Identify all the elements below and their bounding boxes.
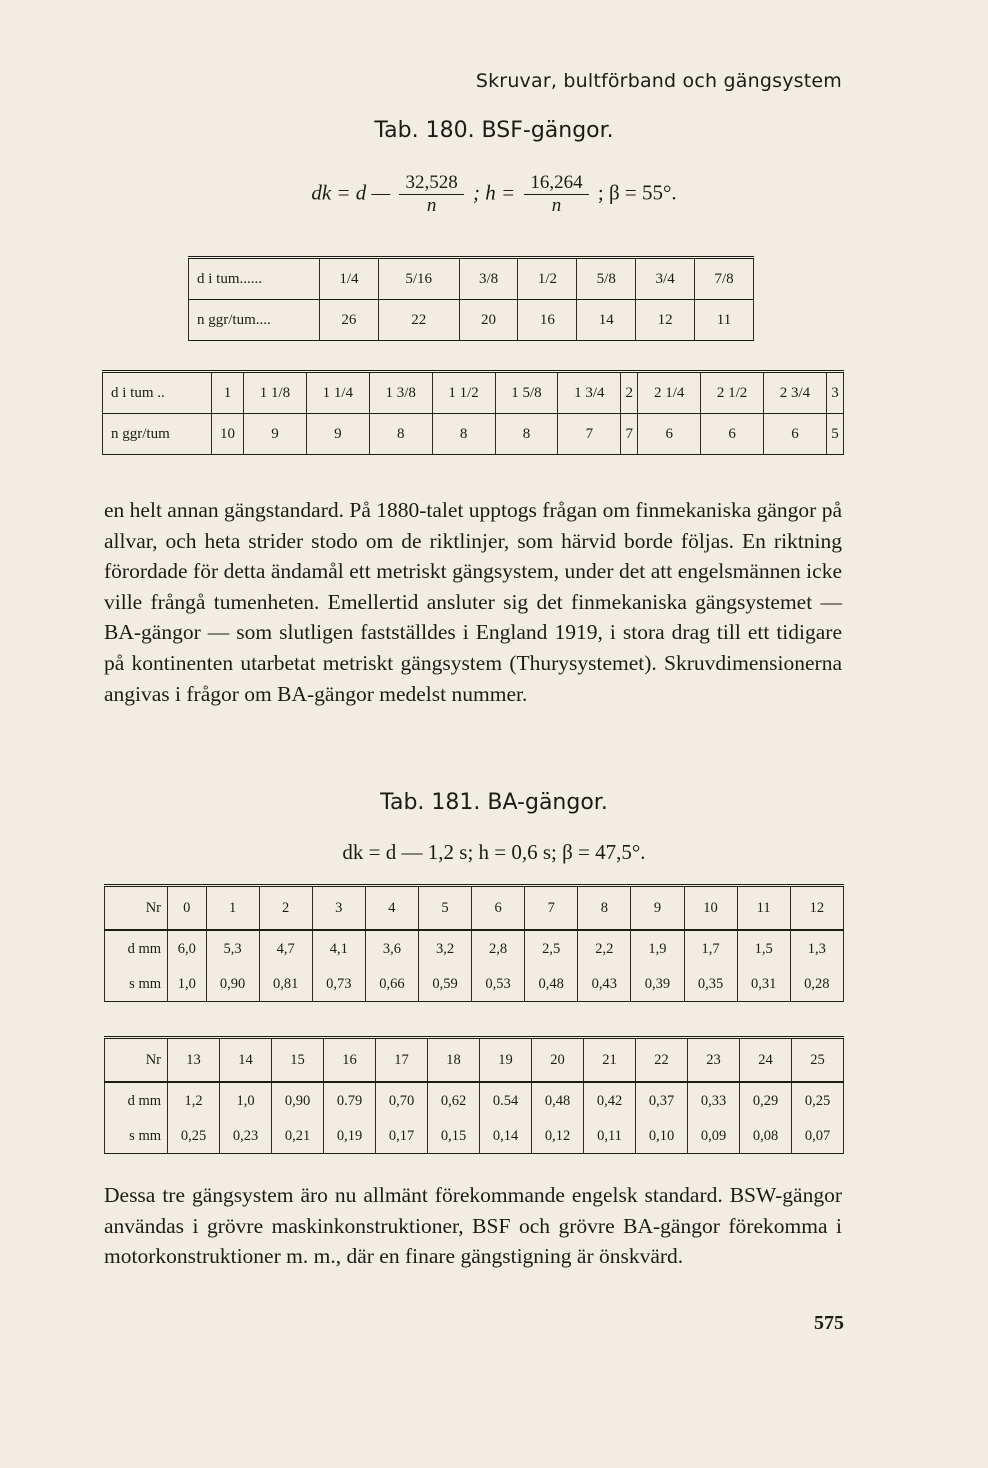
table-cell: 0,73 <box>312 967 365 1002</box>
table-cell: 24 <box>740 1038 792 1083</box>
row-header-nr: Nr <box>105 886 168 931</box>
formula-fraction-2 <box>524 172 588 217</box>
table-cell: 1/2 <box>518 258 577 300</box>
table-cell: 7 <box>558 414 621 455</box>
table-cell: 5 <box>418 886 471 931</box>
table-cell: 0,90 <box>272 1082 324 1119</box>
table-cell: 7 <box>525 886 578 931</box>
table-cell: 14 <box>220 1038 272 1083</box>
table-cell: 2,5 <box>525 930 578 967</box>
table-cell: 0,25 <box>168 1119 220 1154</box>
table-cell: 3 <box>826 372 843 414</box>
table-cell: 6 <box>638 414 701 455</box>
table-cell: 0,08 <box>740 1119 792 1154</box>
table-cell: 6 <box>764 414 827 455</box>
table-row <box>103 372 844 414</box>
table-cell: 3/8 <box>459 258 518 300</box>
table-cell: 0,19 <box>324 1119 376 1154</box>
table-cell: 0,11 <box>584 1119 636 1154</box>
table-row <box>105 1082 844 1119</box>
table-cell: 25 <box>792 1038 844 1083</box>
table-cell: 1,0 <box>220 1082 272 1119</box>
body-paragraph-2: Dessa tre gängsystem äro nu allmänt förekommande engelsk standard. BSW-gängor användas i grövre maskinkonstruktioner, BSF och grövre BA-gängor förekomma i motorkonstruktioner m. m., där en finare gängstigning är önskvärd. <box>104 1183 842 1269</box>
table-cell: 1 <box>212 372 244 414</box>
table-cell: 6,0 <box>168 930 207 967</box>
table-cell: 0,59 <box>418 967 471 1002</box>
row-header-s: s mm <box>105 967 168 1002</box>
table-cell: 1,0 <box>168 967 207 1002</box>
table-cell: 5/8 <box>577 258 636 300</box>
table-cell: 0,07 <box>792 1119 844 1154</box>
table-cell: 2 1/2 <box>701 372 764 414</box>
table-row <box>189 258 754 300</box>
formula-beta: ; β = 55°. <box>597 180 677 205</box>
formula-eq: = d — <box>336 180 391 205</box>
table-cell: 10 <box>212 414 244 455</box>
table-cell: 0,81 <box>259 967 312 1002</box>
table-cell: 0,70 <box>376 1082 428 1119</box>
table-cell: 0,48 <box>525 967 578 1002</box>
table-cell: 3/4 <box>636 258 695 300</box>
table-cell: 5/16 <box>378 258 459 300</box>
table-cell: 10 <box>684 886 737 931</box>
row-header-d: d i tum .. <box>103 372 212 414</box>
table-cell: 1,5 <box>737 930 790 967</box>
table-cell: 3,2 <box>418 930 471 967</box>
table-cell: 4,1 <box>312 930 365 967</box>
fraction-numerator: 16,264 <box>524 172 588 195</box>
tab-180-title: Tab. 180. BSF-gängor. <box>374 118 614 143</box>
table-cell: 0,31 <box>737 967 790 1002</box>
table-cell: 0,43 <box>578 967 631 1002</box>
table-cell: 14 <box>577 300 636 341</box>
table-cell: 1 1/8 <box>244 372 307 414</box>
table-cell: 0,28 <box>790 967 843 1002</box>
row-header-d: d i tum...... <box>189 258 320 300</box>
table-cell: 0,25 <box>792 1082 844 1119</box>
table-cell: 0,35 <box>684 967 737 1002</box>
table-cell: 8 <box>578 886 631 931</box>
table-cell: 1 <box>206 886 259 931</box>
table-cell: 21 <box>584 1038 636 1083</box>
table-row <box>105 886 844 931</box>
table-cell: 2 <box>259 886 312 931</box>
table-cell: 1,9 <box>631 930 684 967</box>
table-cell: 1,7 <box>684 930 737 967</box>
table-cell: 5 <box>826 414 843 455</box>
table-cell: 0,21 <box>272 1119 324 1154</box>
bsf-table-small <box>188 256 754 341</box>
table-cell: 1 5/8 <box>495 372 558 414</box>
table-cell: 7/8 <box>695 258 754 300</box>
table-cell: 17 <box>376 1038 428 1083</box>
body-paragraph-1: en helt annan gängstandard. På 1880-talet upptogs frågan om finmekaniska gängor på allvar, och heta strider stodo om de riktlinjer, som härvid borde följas. En riktning förordade för detta ändamål ett metriskt gängsystem, under det att engelsmännen icke ville frångå tumenheten. Emellertid ansluter sig det finmekaniska gängsystemet — BA-gängor — som slutligen fastställdes i England 1919, i stora drag till ett tidigare på kontinenten utarbetat metriskt gängsystem (Thurysystemet). Skruvdimensionerna angivas i frågor om BA-gängor medelst nummer. <box>104 498 842 706</box>
table-cell: 13 <box>168 1038 220 1083</box>
table-cell: 0,29 <box>740 1082 792 1119</box>
table-cell: 22 <box>378 300 459 341</box>
row-header-d: d mm <box>105 1082 168 1119</box>
table-cell: 0,37 <box>636 1082 688 1119</box>
table-cell: 23 <box>688 1038 740 1083</box>
table-cell: 9 <box>631 886 684 931</box>
table-cell: 2,8 <box>472 930 525 967</box>
ba-table-1 <box>104 884 844 1002</box>
row-header-d: d mm <box>105 930 168 967</box>
table-cell: 0,17 <box>376 1119 428 1154</box>
table-row <box>105 967 844 1002</box>
table-cell: 20 <box>459 300 518 341</box>
row-header-nr: Nr <box>105 1038 168 1083</box>
table-cell: 4 <box>365 886 418 931</box>
table-cell: 8 <box>495 414 558 455</box>
table-row <box>105 930 844 967</box>
row-header-n: n ggr/tum.... <box>189 300 320 341</box>
formula-h: ; h = <box>472 180 516 205</box>
table-cell: 2 3/4 <box>764 372 827 414</box>
table-cell: 8 <box>369 414 432 455</box>
fraction-denominator: n <box>551 195 562 216</box>
running-head: Skruvar, bultförband och gängsystem <box>475 70 842 92</box>
table-row <box>189 300 754 341</box>
table-cell: 0.79 <box>324 1082 376 1119</box>
table-cell: 0,14 <box>480 1119 532 1154</box>
table-cell: 0,23 <box>220 1119 272 1154</box>
table-cell: 0,48 <box>532 1082 584 1119</box>
ba-table-2 <box>104 1036 844 1154</box>
table-cell: 0 <box>168 886 207 931</box>
formula-lhs: dk <box>311 180 332 205</box>
table-cell: 0.54 <box>480 1082 532 1119</box>
table-cell: 18 <box>428 1038 480 1083</box>
table-cell: 16 <box>518 300 577 341</box>
table-cell: 0,33 <box>688 1082 740 1119</box>
table-row <box>103 414 844 455</box>
table-cell: 7 <box>621 414 638 455</box>
table-cell: 0,10 <box>636 1119 688 1154</box>
table-cell: 11 <box>695 300 754 341</box>
table-cell: 12 <box>636 300 695 341</box>
table-cell: 12 <box>790 886 843 931</box>
table-cell: 26 <box>320 300 379 341</box>
table-cell: 9 <box>244 414 307 455</box>
table-row <box>105 1038 844 1083</box>
table-cell: 0,12 <box>532 1119 584 1154</box>
table-cell: 20 <box>532 1038 584 1083</box>
table-cell: 1 1/2 <box>432 372 495 414</box>
table-cell: 0,53 <box>472 967 525 1002</box>
table-cell: 9 <box>306 414 369 455</box>
table-cell: 0,66 <box>365 967 418 1002</box>
table-cell: 2,2 <box>578 930 631 967</box>
tab-180-formula <box>0 172 988 217</box>
fraction-numerator: 32,528 <box>399 172 463 195</box>
table-cell: 5,3 <box>206 930 259 967</box>
table-cell: 2 <box>621 372 638 414</box>
table-cell: 11 <box>737 886 790 931</box>
table-cell: 1,2 <box>168 1082 220 1119</box>
table-cell: 6 <box>701 414 764 455</box>
page-number: 575 <box>814 1312 844 1334</box>
table-cell: 6 <box>472 886 525 931</box>
table-cell: 3 <box>312 886 365 931</box>
table-cell: 1 3/4 <box>558 372 621 414</box>
table-cell: 16 <box>324 1038 376 1083</box>
row-header-s: s mm <box>105 1119 168 1154</box>
table-cell: 0,09 <box>688 1119 740 1154</box>
table-cell: 8 <box>432 414 495 455</box>
table-cell: 2 1/4 <box>638 372 701 414</box>
table-cell: 0,39 <box>631 967 684 1002</box>
table-cell: 0,62 <box>428 1082 480 1119</box>
bsf-table-large <box>102 370 844 455</box>
formula-fraction-1 <box>399 172 463 217</box>
row-header-n: n ggr/tum <box>103 414 212 455</box>
table-cell: 1 1/4 <box>306 372 369 414</box>
table-cell: 4,7 <box>259 930 312 967</box>
table-cell: 1 3/8 <box>369 372 432 414</box>
fraction-denominator: n <box>426 195 437 216</box>
table-row <box>105 1119 844 1154</box>
table-cell: 0,42 <box>584 1082 636 1119</box>
table-cell: 0,90 <box>206 967 259 1002</box>
table-cell: 22 <box>636 1038 688 1083</box>
table-cell: 3,6 <box>365 930 418 967</box>
table-cell: 19 <box>480 1038 532 1083</box>
tab-181-formula: dk = d — 1,2 s; h = 0,6 s; β = 47,5°. <box>342 840 646 864</box>
table-cell: 0,15 <box>428 1119 480 1154</box>
table-cell: 15 <box>272 1038 324 1083</box>
table-cell: 1,3 <box>790 930 843 967</box>
table-cell: 1/4 <box>320 258 379 300</box>
tab-181-title: Tab. 181. BA-gängor. <box>380 790 608 815</box>
